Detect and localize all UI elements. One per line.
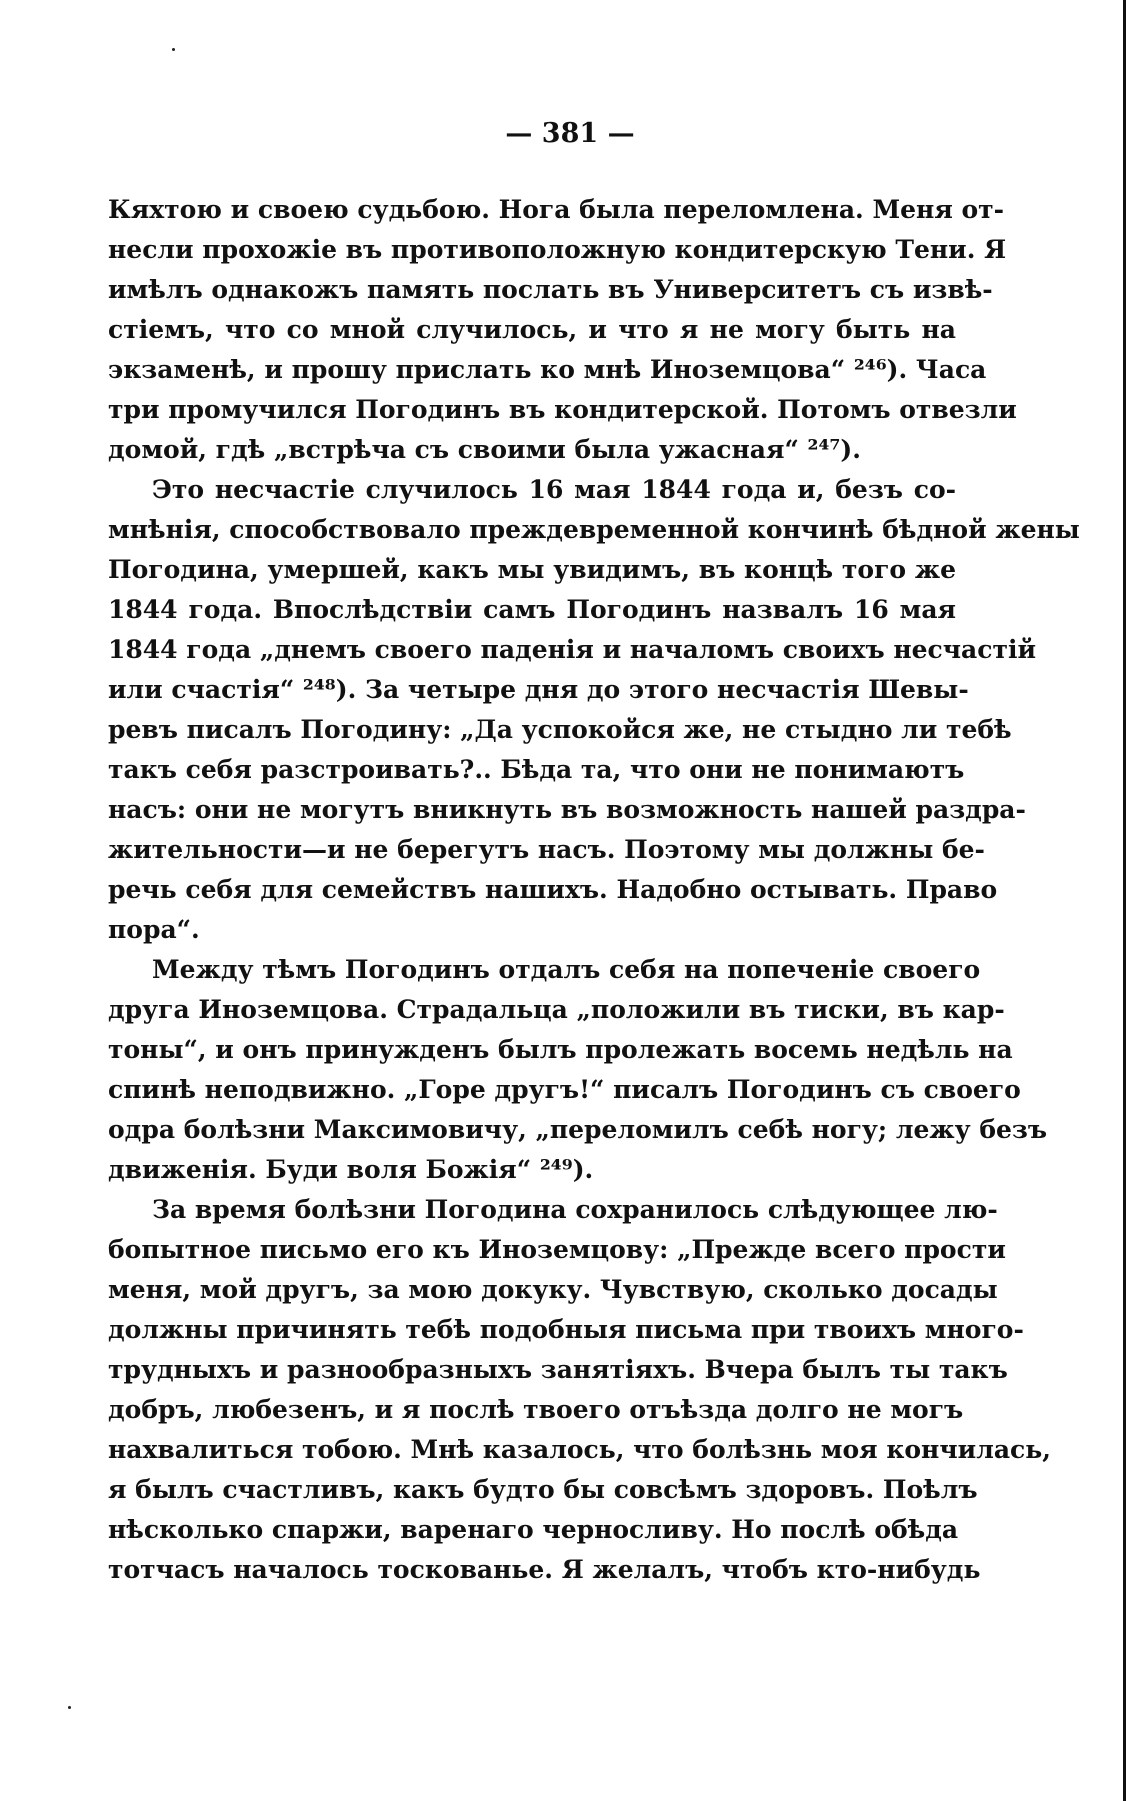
text-line: Между тѣмъ Погодинъ отдалъ себя на попеченіе своего [152, 955, 981, 984]
text-line: Кяхтою и своею судьбою. Нога была переломлена. Меня от- [108, 195, 1005, 224]
text-line: мнѣнія, способствовало преждевременной кончинѣ бѣдной жены [108, 515, 1080, 544]
text-line: друга Иноземцова. Страдальца „положили въ тиски, въ кар- [108, 995, 1005, 1024]
text-line: такъ себя разстроивать?.. Бѣда та, что они не понимаютъ [108, 755, 965, 784]
scan-speck [68, 1706, 71, 1709]
text-line: имѣлъ однакожъ память послать въ Университетъ съ извѣ- [108, 275, 993, 304]
text-line: пора“. [108, 915, 200, 944]
text-line: движенія. Буди воля Божія“ ²⁴⁹). [108, 1155, 594, 1184]
text-line: трудныхъ и разнообразныхъ занятіяхъ. Вчера былъ ты такъ [108, 1355, 1008, 1384]
text-line: тотчасъ началось тоскованье. Я желалъ, чтобъ кто-нибудь [108, 1555, 981, 1584]
page-number: — 381 — [505, 118, 635, 149]
text-line: тоны“, и онъ принужденъ былъ пролежать восемь недѣль на [108, 1035, 1013, 1064]
text-line: несли прохожіе въ противоположную кондитерскую Тени. Я [108, 235, 1007, 264]
text-line: 1844 года. Впослѣдствіи самъ Погодинъ назвалъ 16 мая [108, 595, 956, 624]
text-line: ревъ писалъ Погодину: „Да успокойся же, не стыдно ли тебѣ [108, 715, 1012, 744]
text-line: одра болѣзни Максимовичу, „переломилъ себѣ ногу; лежу безъ [108, 1115, 1048, 1144]
text-line: За время болѣзни Погодина сохранилось слѣдующее лю- [152, 1195, 998, 1224]
text-line: добръ, любезенъ, и я послѣ твоего отъѣзда долго не могъ [108, 1395, 964, 1424]
text-line: я былъ счастливъ, какъ будто бы совсѣмъ здоровъ. Поѣлъ [108, 1475, 978, 1504]
text-line: стіемъ, что со мной случилось, и что я не могу быть на [108, 315, 956, 344]
text-line: Погодина, умершей, какъ мы увидимъ, въ концѣ того же [108, 555, 956, 584]
text-line: 1844 года „днемъ своего паденія и началомъ своихъ несчастій [108, 635, 1037, 664]
text-line: домой, гдѣ „встрѣча съ своими была ужасная“ ²⁴⁷). [108, 435, 861, 464]
page-edge-line [1123, 0, 1126, 1801]
text-line: спинѣ неподвижно. „Горе другъ!“ писалъ Погодинъ съ своего [108, 1075, 1021, 1104]
text-line: нѣсколько спаржи, варенаго черносливу. Но послѣ обѣда [108, 1515, 959, 1544]
text-line: бопытное письмо его къ Иноземцову: „Прежде всего прости [108, 1235, 1006, 1264]
page-text [108, 190, 1080, 1590]
text-line: три промучился Погодинъ въ кондитерской. Потомъ отвезли [108, 395, 1017, 424]
text-line: жительности—и не берегутъ насъ. Поэтому мы должны бе- [108, 835, 985, 864]
text-line: нахвалиться тобою. Мнѣ казалось, что болѣзнь моя кончилась, [108, 1435, 1051, 1464]
scan-speck [172, 48, 175, 51]
text-line: экзаменѣ, и прошу прислать ко мнѣ Иноземцова“ ²⁴⁶). Часа [108, 355, 987, 384]
text-line: меня, мой другъ, за мою докуку. Чувствую, сколько досады [108, 1275, 998, 1304]
text-line: или счастія“ ²⁴⁸). За четыре дня до этого несчастія Шевы- [108, 675, 969, 704]
text-line: насъ: они не могутъ вникнуть въ возможность нашей раздра- [108, 795, 1026, 824]
text-line: Это несчастіе случилось 16 мая 1844 года и, безъ со- [152, 475, 956, 504]
text-line: должны причинять тебѣ подобныя письма при твоихъ много- [108, 1315, 1024, 1344]
text-line: речь себя для семействъ нашихъ. Надобно остывать. Право [108, 875, 998, 904]
